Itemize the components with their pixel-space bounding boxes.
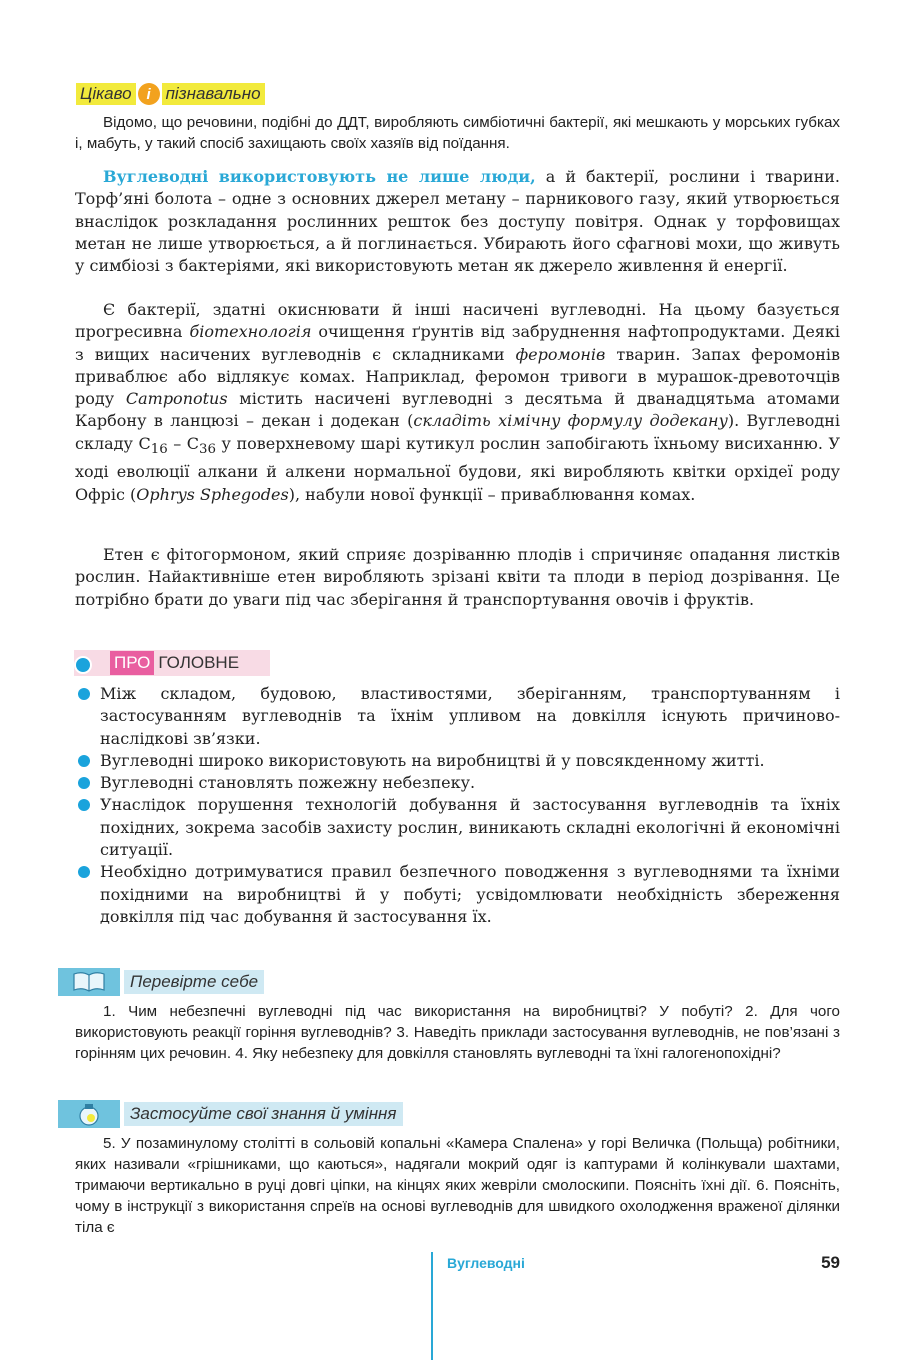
body-p2-text-g: містить насичені вуглеводні з десятьма й дванадцятьма атомами Карбону в ланцюзі – декан і додекан ( xyxy=(75,389,841,431)
summary-item-text: Між складом, будовою, властивостями, зберіганням, транспортуванням і застосуванням вуглеводнів та їхнім упливом на довкілля існують причиново-наслідкові зв’язки. xyxy=(100,684,840,748)
summary-item xyxy=(78,750,840,772)
check-title: Перевірте себе xyxy=(124,970,264,994)
body-p2-text-a: Є бактерії, здатні окиснювати й інші насичені вуглеводні. На цьому базується прогресивна xyxy=(75,300,840,342)
apply-header xyxy=(58,1100,403,1128)
interesting-header xyxy=(76,82,265,106)
summary-dot-icon xyxy=(74,656,92,674)
summary-item xyxy=(78,772,840,794)
body-p2-sub-36: 36 xyxy=(199,441,216,457)
body-p2-term-pheromones: феромонів xyxy=(515,344,606,364)
summary-item-text: Вуглеводні становлять пожежну небезпеку. xyxy=(100,773,476,793)
body-p2-sub-16: 16 xyxy=(150,441,168,457)
summary-item xyxy=(78,861,840,928)
body-p1-text: а й бактерії, рослини і тварини. Торф’яні болота – одне з основних джерел метану – парникового газу, який утворюється внаслідок розкладання рослинних решток без доступу повітря. Однак у торфовищах метан не лише утворюється, а й поглинається. Убирають його сфагнові мохи, що живуть у симбіозі з бактеріями, які використовують метан як джерело живлення й енергії. xyxy=(75,167,841,276)
summary-pro-label: ПРО xyxy=(110,651,154,675)
info-badge-icon: і xyxy=(138,83,160,105)
apply-text: 5. У позаминулому столітті в сольовій копальні «Камера Спалена» у горі Величка (Польща) робітники, яких називали «грішниками, що каються», надягали мокрий одяг із каптурами й колінкували шахтами, тримаючи вертикально в руці довгі ціпки, на кінцях яких жевріли смолоскипи. Поясніть їхні дії. 6. Поясніть, чому в інструкції з використання спреїв на основі вуглеводнів для швидкого охолодження враженої ділянки тіла є xyxy=(75,1135,840,1236)
bullet-icon xyxy=(78,688,90,700)
body-p2-text-m: ), набули нової функції – приваблювання комах. xyxy=(288,484,696,504)
body-p2-text-e: тварин. Запах феромонів приваблює або відлякує комах. Наприклад, феромон тривоги в мурашок-древоточців роду xyxy=(75,344,841,409)
body-p2-text-j: – С xyxy=(167,433,200,453)
summary-title: ГОЛОВНЕ xyxy=(158,653,240,672)
summary-item xyxy=(78,683,840,750)
interesting-title-start: Цікаво xyxy=(76,83,136,105)
footer-divider xyxy=(431,1252,433,1360)
body-p2-text-c: очищення ґрунтів від забруднення нафтопродуктами. Деякі з вищих насичених вуглеводнів є складниками xyxy=(75,322,841,364)
summary-list xyxy=(78,683,840,928)
body-p2-term-ophrys: Ophrys Sphegodes xyxy=(136,484,289,504)
summary-item xyxy=(78,794,840,861)
interesting-title-end: пізнавально xyxy=(162,83,265,105)
page-number: 59 xyxy=(821,1253,840,1272)
body-p2-task: складіть хімічну формулу додекану xyxy=(413,411,728,431)
body-p2-text-i: ). Вуглеводні складу С xyxy=(75,411,841,453)
check-header xyxy=(58,968,264,996)
apply-title: Застосуйте свої знання й уміння xyxy=(124,1102,403,1126)
book-icon xyxy=(58,968,120,996)
body-paragraph-1 xyxy=(75,166,840,277)
check-text: 1. Чим небезпечні вуглеводні під час використання на виробництві? У побуті? 2. Для чого використовують реакції горіння вуглеводнів? 3. Наведіть приклади застосування вуглеводнів, не пов’язані з горінням цих речовин. 4. Яку небезпеку для довкілля становлять вуглеводні та їхні галогенопохідні? xyxy=(75,1003,840,1062)
interesting-text: Відомо, що речовини, подібні до ДДТ, виробляють симбіотичні бактерії, які мешкають у морських губках і, мабуть, у такий спосіб захищають своїх хазяїв від поїдання. xyxy=(75,114,840,152)
summary-item-text: Унаслідок порушення технологій добування й застосування вуглеводнів та їхніх похідних, зокрема засобів захисту рослин, виникають складні екологічні й економічні ситуації. xyxy=(100,795,840,860)
body-paragraph-2 xyxy=(75,299,840,506)
bullet-icon xyxy=(78,777,90,789)
bullet-icon xyxy=(78,799,90,811)
body-p1-highlight: Вуглеводні використовують не лише люди, xyxy=(103,167,536,186)
summary-item-text: Вуглеводні широко використовують на виробництві й у повсякденному житті. xyxy=(100,750,765,770)
bullet-icon xyxy=(78,866,90,878)
bullet-icon xyxy=(78,755,90,767)
footer-chapter-title: Вуглеводні xyxy=(447,1255,525,1271)
body-p2-term-biotech: біотехнологія xyxy=(189,322,312,342)
body-p2-text-k: у поверхневому шарі кутикул рослин запобігають їхньому висиханню. У ході еволюції алкани й алкени нормальної будови, які виробляють квітки орхідеї роду Офріс ( xyxy=(75,433,841,504)
summary-header xyxy=(74,650,270,676)
summary-item-text: Необхідно дотримуватися правил безпечного поводження з вуглеводнями та їхніми похідними на виробництві й у побуті; усвідомлювати необхідність збереження довкілля під час добування й застосування їх. xyxy=(100,862,840,926)
body-p2-term-camponotus: Camponotus xyxy=(125,389,228,409)
body-paragraph-3: Етен є фітогормоном, який сприяє дозріванню плодів і спричиняє опадання листків рослин. Найактивніше етен виробляють зрізані квіти та плоди в період дозрівання. Це потрібно брати до уваги під час зберігання й транспортування овочів і фруктів. xyxy=(75,545,840,609)
lightbulb-icon xyxy=(58,1100,120,1128)
